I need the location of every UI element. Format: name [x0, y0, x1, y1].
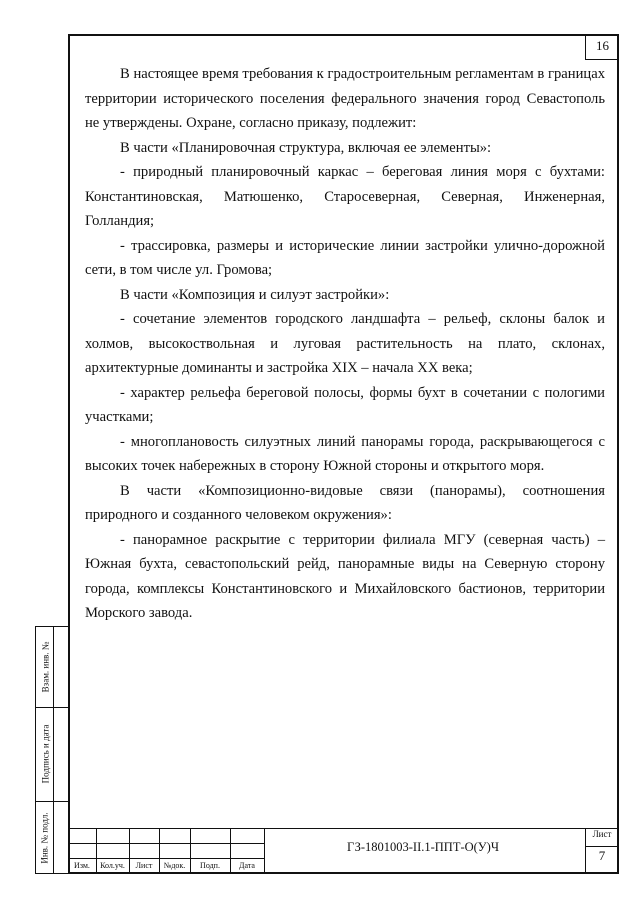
- stamp-label-koluch: Кол.уч.: [100, 861, 125, 870]
- paragraph: В настоящее время требования к градостроительным регламентам в границах территории исторического поселения федерального значения город Севастополь не утверждены. Охране, согласно приказу, подлежит:: [85, 66, 605, 131]
- paragraph: - характер рельефа береговой полосы, формы бухт в сочетании с пологими участками;: [85, 384, 605, 425]
- inv-no-orig-label: Инв. № подл.: [40, 812, 50, 864]
- paragraph: - панорамное раскрытие с территории филиала МГУ (северная часть) – Южная бухта, севастопольский рейд, панорамные виды на Северную сторону города, комплексы Константиновского и Михайловского бастионов, территории Морского завода.: [85, 531, 605, 621]
- paragraph: В части «Композиционно-видовые связи (панорамы), соотношения природного и созданного человеком окружения»:: [85, 482, 605, 523]
- title-block-line: [264, 828, 265, 874]
- stamp-label-data: Дата: [239, 861, 255, 870]
- stamp-label-ndok: №док.: [163, 861, 186, 870]
- signature-date-label: Подпись и дата: [40, 724, 50, 784]
- sheet-number: 7: [598, 848, 606, 863]
- stamp-label-izm: Изм.: [74, 861, 90, 870]
- body-text: [85, 62, 605, 626]
- paragraph: В части «Композиция и силуэт застройки»:: [120, 286, 390, 303]
- side-stamp-cell: [36, 627, 54, 707]
- paragraph: В части «Планировочная структура, включая ее элементы»:: [120, 139, 492, 156]
- title-block-line: [68, 843, 264, 844]
- side-stamp: [35, 626, 70, 874]
- paragraph: - многоплановость силуэтных линий панорамы города, раскрывающегося с высоких точек набережных в сторону Южной стороны и открытого моря.: [85, 433, 605, 474]
- paragraph: - природный планировочный каркас – береговая линия моря с бухтами: Константиновская, Матюшенко, Старосеверная, Северная, Инженерная, Голландия;: [85, 164, 605, 229]
- inv-no-label: Взам. инв. №: [40, 641, 50, 693]
- sheet-label: Лист: [592, 829, 612, 839]
- side-stamp-cell: [36, 801, 54, 875]
- title-block-line: [585, 828, 586, 874]
- side-stamp-cell: [36, 707, 54, 801]
- paragraph: - трассировка, размеры и исторические линии застройки улично-дорожной сети, в том числе ул. Громова;: [85, 237, 605, 278]
- title-block-line: [68, 858, 264, 859]
- stamp-label-podp: Подп.: [200, 861, 220, 870]
- title-block-line: [68, 828, 619, 829]
- page-number: 16: [585, 34, 619, 60]
- paragraph: - сочетание элементов городского ландшафта – рельеф, склоны балок и холмов, высокоствольная и луговая растительность на плато, склонах, архитектурные доминанты и застройка XIX – начала XX века;: [85, 311, 605, 376]
- title-block-line: [585, 846, 619, 847]
- stamp-label-list: Лист: [135, 861, 153, 870]
- document-code: ГЗ-1801003-II.1-ППТ-О(У)Ч: [347, 840, 499, 854]
